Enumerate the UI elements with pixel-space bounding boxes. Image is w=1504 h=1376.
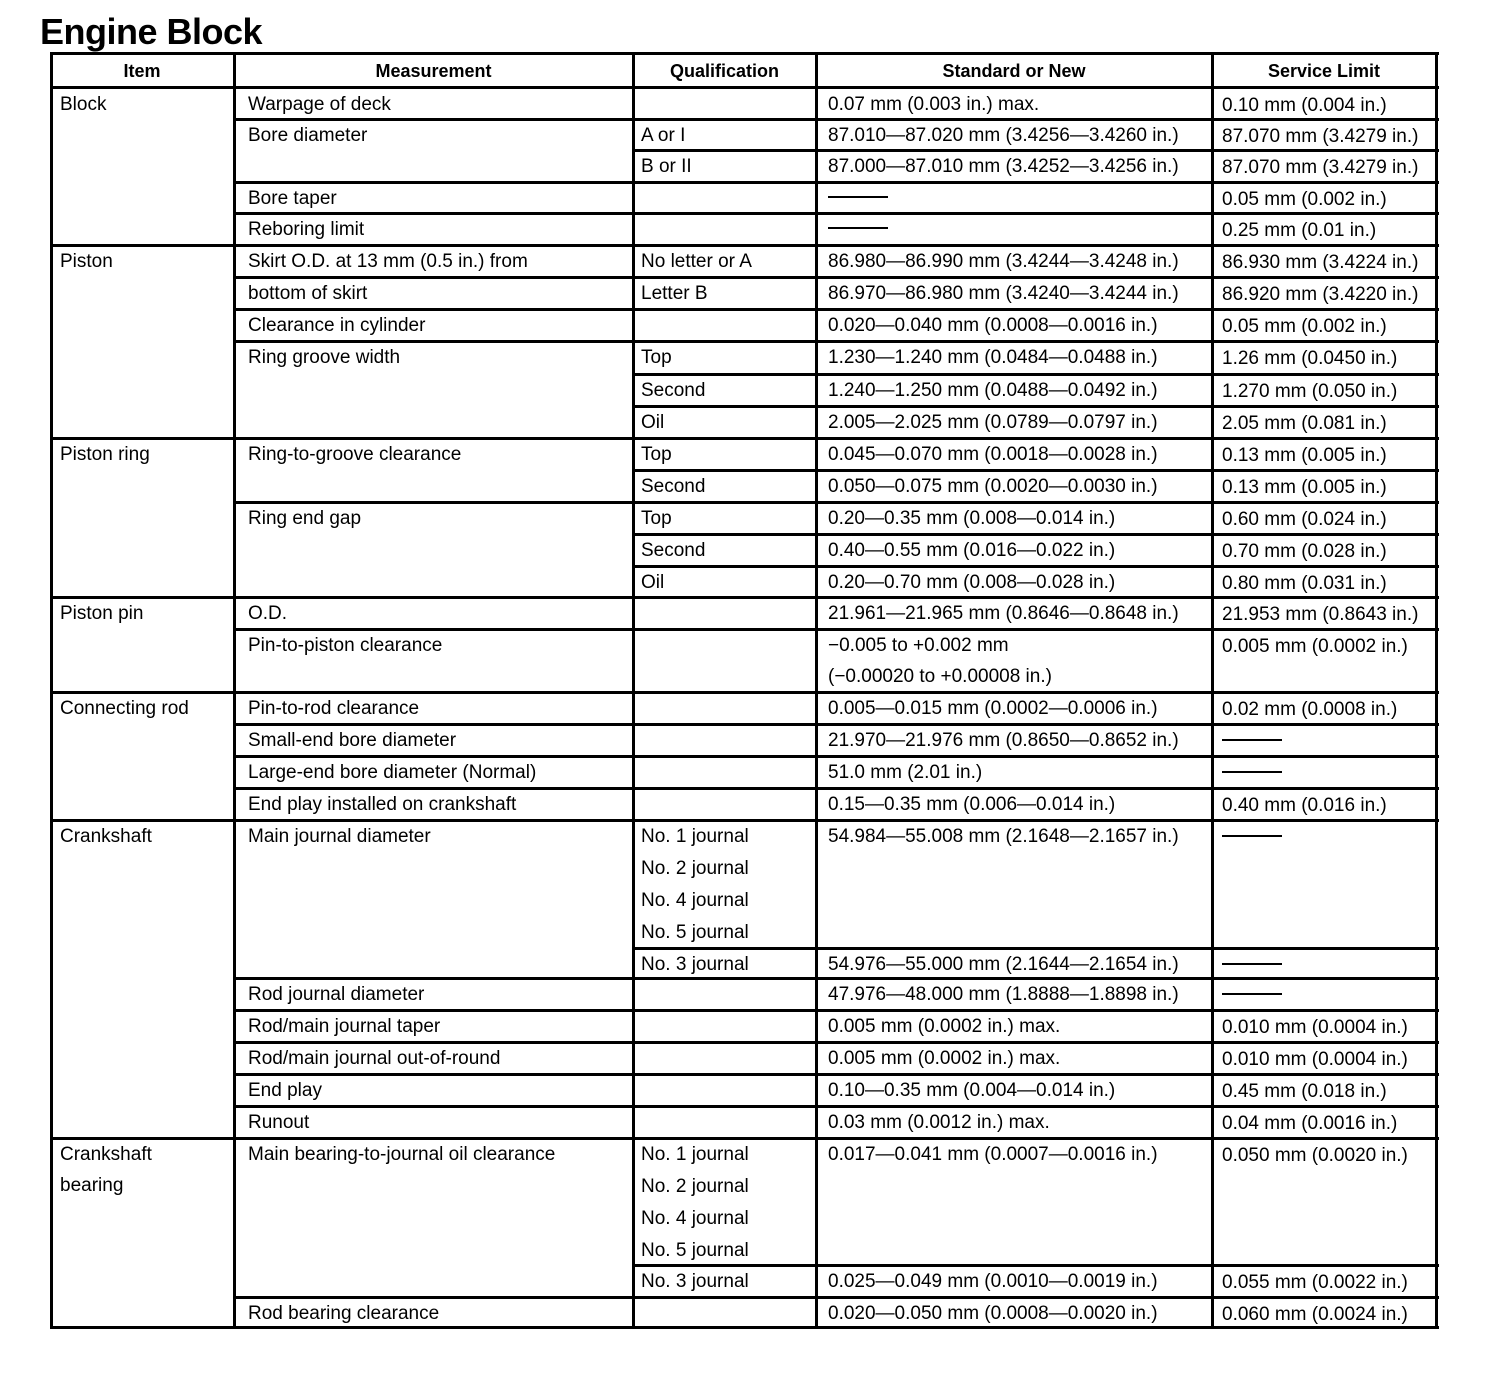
service-limit-value: 0.13 mm (0.005 in.): [1222, 445, 1387, 466]
qualification-label: No. 2 journal: [641, 858, 749, 879]
measurement-label: Ring end gap: [248, 508, 362, 529]
measurement-label: Main bearing-to-journal oil clearance: [248, 1144, 556, 1165]
measurement-label: Rod/main journal taper: [248, 1016, 441, 1037]
standard-value: 1.230—1.240 mm (0.0484—0.0488 in.): [828, 347, 1158, 368]
not-applicable-dash: [1222, 993, 1282, 995]
column-divider: [1435, 52, 1438, 1329]
not-applicable-dash: [1222, 771, 1282, 773]
qualification-label: No letter or A: [641, 251, 752, 272]
measurement-label: Main journal diameter: [248, 826, 431, 847]
item-label: Piston: [60, 251, 113, 272]
qualification-label: Letter B: [641, 283, 708, 304]
service-limit-value: 86.920 mm (3.4220 in.): [1222, 284, 1419, 305]
header-service-limit: Service Limit: [1267, 61, 1381, 81]
service-limit-value: 1.26 mm (0.0450 in.): [1222, 348, 1398, 369]
qualification-label: No. 5 journal: [641, 922, 749, 943]
measurement-label: Pin-to-piston clearance: [248, 635, 443, 656]
service-limit-value: [1222, 759, 1282, 789]
measurement-label: End play installed on crankshaft: [248, 794, 517, 815]
column-divider: [50, 52, 53, 1329]
not-applicable-dash: [1222, 835, 1282, 837]
measurement-label: Runout: [248, 1112, 310, 1133]
standard-value: −0.005 to +0.002 mm: [828, 635, 1009, 656]
column-divider: [1211, 52, 1214, 1329]
service-limit-value: 0.050 mm (0.0020 in.): [1222, 1145, 1408, 1166]
standard-value: 47.976—48.000 mm (1.8888—1.8898 in.): [828, 984, 1179, 1005]
standard-value: 0.20—0.70 mm (0.008—0.028 in.): [828, 572, 1116, 593]
measurement-label: Bore taper: [248, 188, 337, 209]
qualification-label: Top: [641, 444, 672, 465]
not-applicable-dash: [828, 196, 888, 198]
header-qualification: Qualification: [669, 61, 779, 81]
item-label: bearing: [60, 1175, 124, 1196]
standard-value: [828, 184, 888, 214]
standard-value: 0.005 mm (0.0002 in.) max.: [828, 1048, 1061, 1069]
row-divider: [633, 181, 1439, 184]
measurement-label: Skirt O.D. at 13 mm (0.5 in.) from: [248, 251, 528, 272]
standard-value: 54.984—55.008 mm (2.1648—2.1657 in.): [828, 826, 1179, 847]
service-limit-value: 86.930 mm (3.4224 in.): [1222, 252, 1419, 273]
standard-value: 0.017—0.041 mm (0.0007—0.0016 in.): [828, 1144, 1158, 1165]
standard-value: 2.005—2.025 mm (0.0789—0.0797 in.): [828, 412, 1158, 433]
row-divider: [633, 628, 1439, 631]
qualification-label: Oil: [641, 572, 665, 593]
service-limit-value: 0.02 mm (0.0008 in.): [1222, 699, 1398, 720]
standard-value: 0.40—0.55 mm (0.016—0.022 in.): [828, 540, 1116, 561]
service-limit-value: 0.45 mm (0.018 in.): [1222, 1081, 1387, 1102]
not-applicable-dash: [1222, 963, 1282, 965]
service-limit-value: 0.10 mm (0.004 in.): [1222, 95, 1387, 116]
standard-value: 54.976—55.000 mm (2.1644—2.1654 in.): [828, 954, 1179, 975]
qualification-label: Second: [641, 476, 706, 497]
measurement-label: Rod bearing clearance: [248, 1303, 440, 1324]
row-divider: [50, 1326, 1439, 1329]
service-limit-value: 0.70 mm (0.028 in.): [1222, 541, 1387, 562]
measurement-label: Pin-to-rod clearance: [248, 698, 420, 719]
measurement-label: Clearance in cylinder: [248, 315, 426, 336]
standard-value: 1.240—1.250 mm (0.0488—0.0492 in.): [828, 380, 1158, 401]
row-divider: [633, 755, 1439, 758]
standard-value: 86.970—86.980 mm (3.4240—3.4244 in.): [828, 283, 1179, 304]
row-divider: [633, 212, 1439, 215]
qualification-label: A or I: [641, 125, 686, 146]
qualification-label: No. 2 journal: [641, 1176, 749, 1197]
qualification-label: No. 1 journal: [641, 826, 749, 847]
standard-value: [828, 215, 888, 245]
service-limit-value: [1222, 727, 1282, 757]
standard-value: 0.050—0.075 mm (0.0020—0.0030 in.): [828, 476, 1158, 497]
column-divider: [815, 52, 818, 1329]
service-limit-value: [1222, 823, 1282, 853]
standard-value: 0.03 mm (0.0012 in.) max.: [828, 1112, 1050, 1133]
standard-value: 0.20—0.35 mm (0.008—0.014 in.): [828, 508, 1116, 529]
not-applicable-dash: [1222, 739, 1282, 741]
qualification-label: Second: [641, 380, 706, 401]
service-limit-value: 87.070 mm (3.4279 in.): [1222, 157, 1419, 178]
item-label: Block: [60, 94, 107, 115]
service-limit-value: 0.010 mm (0.0004 in.): [1222, 1049, 1408, 1070]
standard-value: 86.980—86.990 mm (3.4244—3.4248 in.): [828, 251, 1179, 272]
measurement-label: End play: [248, 1080, 322, 1101]
standard-value: 0.025—0.049 mm (0.0010—0.0019 in.): [828, 1271, 1158, 1292]
service-limit-value: 0.010 mm (0.0004 in.): [1222, 1017, 1408, 1038]
qualification-label: Top: [641, 347, 672, 368]
item-label: Piston pin: [60, 603, 144, 624]
standard-value: 87.010—87.020 mm (3.4256—3.4260 in.): [828, 125, 1179, 146]
standard-value: 0.005—0.015 mm (0.0002—0.0006 in.): [828, 698, 1158, 719]
qualification-label: No. 4 journal: [641, 890, 749, 911]
qualification-label: No. 5 journal: [641, 1240, 749, 1261]
service-limit-value: [1222, 981, 1282, 1011]
column-divider: [233, 52, 236, 1329]
item-label: Crankshaft: [60, 1144, 152, 1165]
header-measurement: Measurement: [375, 61, 492, 81]
standard-value: 51.0 mm (2.01 in.): [828, 762, 983, 783]
qualification-label: No. 1 journal: [641, 1144, 749, 1165]
service-limit-value: 0.25 mm (0.01 in.): [1222, 220, 1377, 241]
measurement-label: Ring groove width: [248, 347, 401, 368]
qualification-label: No. 4 journal: [641, 1208, 749, 1229]
item-label: Crankshaft: [60, 826, 152, 847]
measurement-label: O.D.: [248, 603, 288, 624]
service-limit-value: 0.60 mm (0.024 in.): [1222, 509, 1387, 530]
standard-value: 87.000—87.010 mm (3.4252—3.4256 in.): [828, 156, 1179, 177]
service-limit-value: 0.05 mm (0.002 in.): [1222, 189, 1387, 210]
qualification-label: No. 3 journal: [641, 1271, 749, 1292]
item-label: Piston ring: [60, 444, 150, 465]
item-label: Connecting rod: [60, 698, 189, 719]
standard-value: 0.045—0.070 mm (0.0018—0.0028 in.): [828, 444, 1158, 465]
qualification-label: No. 3 journal: [641, 954, 749, 975]
service-limit-value: 0.060 mm (0.0024 in.): [1222, 1304, 1408, 1325]
column-divider: [632, 52, 635, 1329]
standard-value: 21.970—21.976 mm (0.8650—0.8652 in.): [828, 730, 1179, 751]
standard-value: 0.020—0.050 mm (0.0008—0.0020 in.): [828, 1303, 1158, 1324]
qualification-label: Second: [641, 540, 706, 561]
standard-value: 0.005 mm (0.0002 in.) max.: [828, 1016, 1061, 1037]
header-item: Item: [123, 61, 161, 81]
qualification-label: Oil: [641, 412, 665, 433]
standard-value: 0.020—0.040 mm (0.0008—0.0016 in.): [828, 315, 1158, 336]
measurement-label: Warpage of deck: [248, 94, 391, 115]
header-standard: Standard or New: [942, 61, 1086, 81]
service-limit-value: 0.40 mm (0.016 in.): [1222, 795, 1387, 816]
standard-value: 0.07 mm (0.003 in.) max.: [828, 94, 1040, 115]
service-limit-value: 0.13 mm (0.005 in.): [1222, 477, 1387, 498]
service-limit-value: 21.953 mm (0.8643 in.): [1222, 604, 1419, 625]
measurement-label: Reboring limit: [248, 219, 365, 240]
service-limit-value: 1.270 mm (0.050 in.): [1222, 381, 1398, 402]
service-limit-value: 2.05 mm (0.081 in.): [1222, 413, 1387, 434]
measurement-label: Ring-to-groove clearance: [248, 444, 462, 465]
measurement-label: Large-end bore diameter (Normal): [248, 762, 537, 783]
standard-value: 21.961—21.965 mm (0.8646—0.8648 in.): [828, 603, 1179, 624]
service-limit-value: 0.055 mm (0.0022 in.): [1222, 1272, 1408, 1293]
service-limit-value: 0.005 mm (0.0002 in.): [1222, 636, 1408, 657]
service-limit-value: 0.05 mm (0.002 in.): [1222, 316, 1387, 337]
page-title: Engine Block: [40, 11, 263, 52]
standard-value: 0.15—0.35 mm (0.006—0.014 in.): [828, 794, 1116, 815]
qualification-label: B or II: [641, 156, 692, 177]
measurement-label: Bore diameter: [248, 125, 368, 146]
measurement-label: Rod journal diameter: [248, 984, 425, 1005]
service-limit-value: 87.070 mm (3.4279 in.): [1222, 126, 1419, 147]
not-applicable-dash: [828, 227, 888, 229]
measurement-label: bottom of skirt: [248, 283, 368, 304]
service-limit-value: 0.80 mm (0.031 in.): [1222, 573, 1387, 594]
service-limit-value: 0.04 mm (0.0016 in.): [1222, 1113, 1398, 1134]
measurement-label: Rod/main journal out-of-round: [248, 1048, 501, 1069]
standard-value: 0.10—0.35 mm (0.004—0.014 in.): [828, 1080, 1116, 1101]
measurement-label: Small-end bore diameter: [248, 730, 457, 751]
standard-value-continued: (−0.00020 to +0.00008 in.): [828, 666, 1052, 687]
qualification-label: Top: [641, 508, 672, 529]
